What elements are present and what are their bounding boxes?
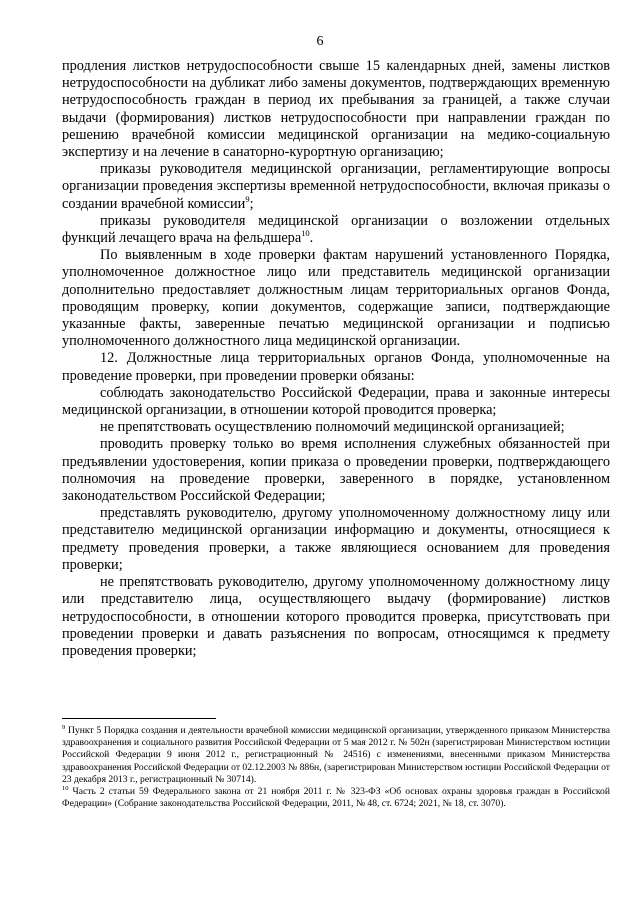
list-item: соблюдать законодательство Российской Федерации, права и законные интересы медицинской организации, в отношении которой проводится проверка; (62, 384, 610, 419)
paragraph-continuation: продления листков нетрудоспособности свыше 15 календарных дней, замены листков нетрудоспособности на дубликат либо замены документов, подтверждающих временную нетрудоспособность граждан в период их пребывания за границей, а также случаи выдачи (формирования) листков нетрудоспособности при направлении граждан по решению врачебной комиссии медицинской организации на медико-социальную экспертизу и на лечение в санаторно-курортную организацию; (62, 58, 610, 161)
footnote-10: $^{10}$ Часть 2 статьи 59 Федерального закона от 21 ноября 2011 г. № 323-ФЗ «Об основах охраны здоровья граждан в Российской Федерации» (Собрание законодательства Российской Федерации, 2011, № 48, ст. 6724; 2021, № 18, ст. 3070). (62, 785, 610, 810)
footnote-9: $^9$ Пункт 5 Порядка создания и деятельности врачебной комиссии медицинской организации, утвержденного приказом Министерства здравоохранения и социального развития Российской Федерации от 5 мая 2012 г. № 502н (зарегистрирован Министерством юстиции Российской Федерации 9 июня 2012 г., регистрационный № 24516) с изменениями, внесенными приказом Министерства здравоохранения Российской Федерации от 02.12.2003 № 886н, (зарегистрирован Министерством юстиции Российской Федерации от 23 декабря 2013 г., регистрационный № 30714). (62, 724, 610, 785)
page-number: 6 (316, 34, 324, 49)
document-body (62, 58, 610, 660)
list-item: не препятствовать руководителю, другому уполномоченному должностному лицу или представителю лица, осуществляющего выдачу (формирование) листков нетрудоспособности, в отношении которого проводится проверка, присутствовать при проведении проверки и давать разъяснения по вопросам, относящимся к предмету проведения проверки; (62, 574, 610, 659)
footnote-ref-9[interactable]: 9 (245, 193, 250, 204)
list-item: представлять руководителю, другому уполномоченному должностному лицу или представителю медицинской организации информацию и документы, относящиеся к предмету проведения проверки, а также являющиеся основанием для проведения проверки; (62, 505, 610, 573)
footnotes (62, 725, 610, 810)
list-item: проводить проверку только во время исполнения служебных обязанностей при предъявлении удостоверения, копии приказа о проведении проверки, подтверждающего полномочия на проведение проверки, заверенного в порядке, установленном законодательством Российской Федерации; (62, 436, 610, 505)
list-item: не препятствовать осуществлению полномочий медицинской организацией; (100, 419, 565, 436)
paragraph: По выявленным в ходе проверки фактам нарушений установленного Порядка, уполномоченное должностное лицо или представитель медицинской организации дополнительно предоставляет должностным лицам территориальных органов Фонда, проводящим проверку, копии документов, содержащие записи, подтверждающие указанные факты, заверенные печатью медицинской организации и подписью уполномоченного должностного лица медицинской организации. (62, 247, 610, 350)
paragraph: приказы руководителя медицинской организации о возложении отдельных функций лечащего врача на фельдшера$^{10}$. (62, 212, 610, 247)
footnote-ref-10[interactable]: 10 (301, 228, 310, 239)
section-heading-12: 12. Должностные лица территориальных органов Фонда, уполномоченные на проведение проверки, при проведении проверки обязаны: (62, 350, 610, 384)
footnote-divider (62, 718, 216, 719)
paragraph: приказы руководителя медицинской организации, регламентирующие вопросы организации проведения экспертизы временной нетрудоспособности, включая приказы о создании врачебной комиссии$^9$; (62, 161, 610, 212)
